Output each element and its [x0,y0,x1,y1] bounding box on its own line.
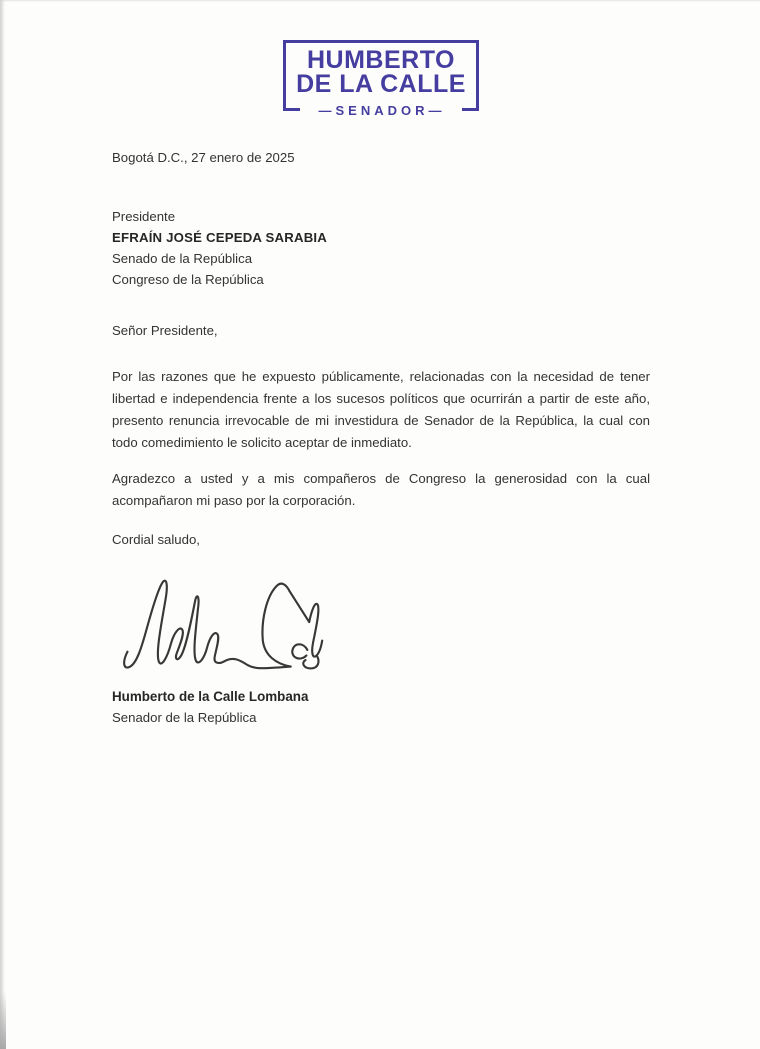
letter-content [0,40,760,728]
letterhead [112,40,650,118]
closing-line: Cordial saludo, [112,532,200,547]
signature-image [112,572,650,674]
signer-name: Humberto de la Calle Lombana [112,689,309,704]
signature-block [112,686,650,728]
logo-name-line-2: DE LA CALLE [296,70,466,98]
paper-top-edge [0,0,760,2]
recipient-org-1: Senado de la República [112,251,253,266]
recipient-role: Presidente [112,209,176,224]
body-paragraph-1: Por las razones que he expuesto públicamente, relacionadas con la necesidad de tener libertad e independencia frente a los sucesos políticos que ocurrirán a partir de este año, presento renuncia irrevocable de mi investidura de Senador de la República, la cual con todo comedimiento le solicito aceptar de inmediato. [112,369,650,450]
date-line: Bogotá D.C., 27 enero de 2025 [112,150,295,165]
logo-title-text: SENADOR [335,103,429,118]
salutation: Señor Presidente, [112,323,218,338]
recipient-name: EFRAÍN JOSÉ CEPEDA SARABIA [112,230,328,245]
logo-name-line-1: HUMBERTO [307,46,455,74]
recipient-block [112,206,650,290]
signer-title: Senador de la República [112,710,257,725]
recipient-org-2: Congreso de la República [112,272,264,287]
logo-title: —SENADOR— [300,103,462,118]
paper-corner-shadow [0,991,6,1049]
signature-drawing [112,572,384,674]
senator-logo [283,40,479,118]
body-paragraph-2: Agradezco a usted y a mis compañeros de Congreso la generosidad con la cual acompañaron mi paso por la corporación. [112,471,650,508]
